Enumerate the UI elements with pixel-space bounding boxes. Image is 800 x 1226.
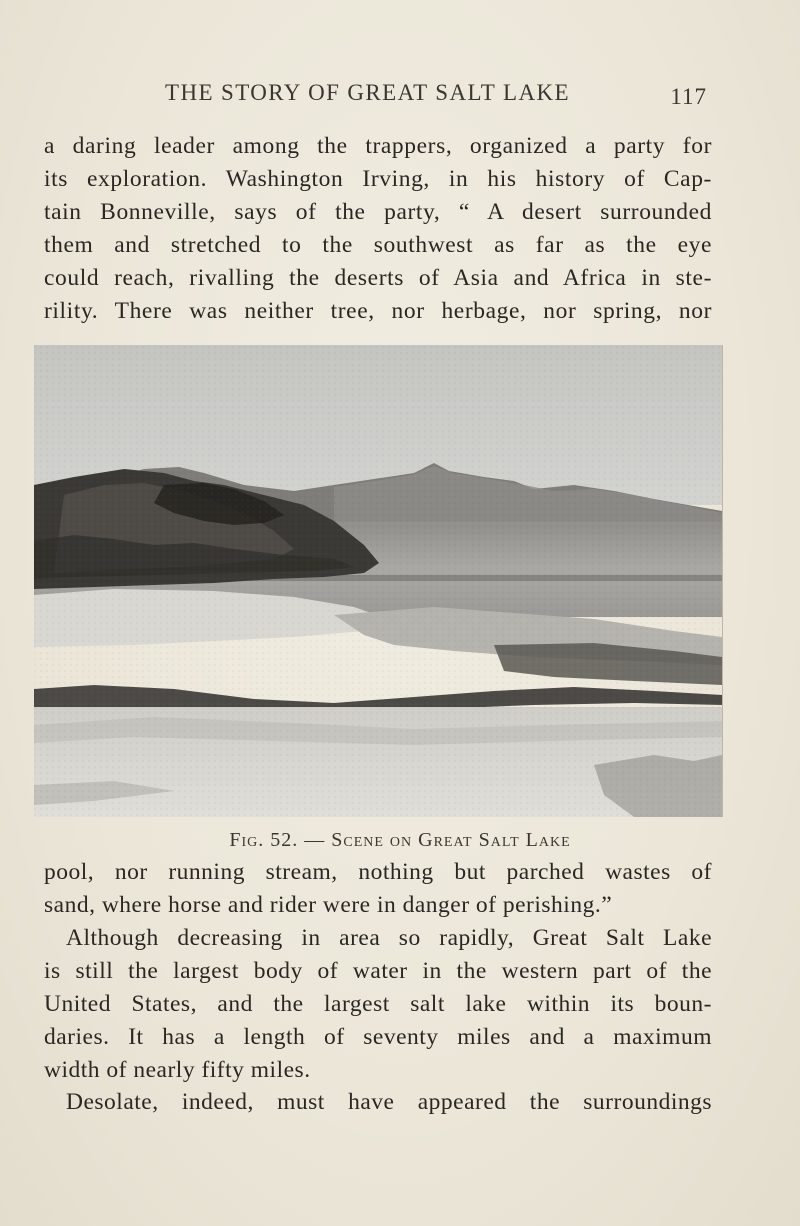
paragraph-continuation [44,130,712,328]
figure-caption [0,829,800,852]
paragraph-quote-end [44,856,712,922]
text-line: Desolate, indeed, must have appeared the surroundings [66,1089,712,1115]
text-line: them and stretched to the southwest as far as the eye [44,232,712,258]
text-line: sand, where horse and rider were in danger of perishing.” [44,892,613,918]
scene-illustration [34,345,722,817]
text-line: is still the largest body of water in the western part of the [44,958,712,984]
running-title: THE STORY OF GREAT SALT LAKE [165,80,570,105]
text-line: its exploration. Washington Irving, in his history of Cap- [44,166,712,192]
text-line: daries. It has a length of seventy miles and a maximum [44,1024,712,1050]
text-line: a daring leader among the trappers, organized a party for [44,133,712,159]
running-head [165,80,725,114]
paragraph-desolate [44,1086,712,1119]
text-line: United States, and the largest salt lake within its boun- [44,991,712,1017]
lake-photograph [34,345,723,817]
text-line: rility. There was neither tree, nor herbage, nor spring, nor [44,298,712,324]
text-line: could reach, rivalling the deserts of Asia and Africa in ste- [44,265,712,291]
caption-label: Fig. 52. — Scene on Great Salt Lake [229,829,571,851]
text-line: width of nearly fifty miles. [44,1057,311,1083]
text-line: tain Bonneville, says of the party, “ A desert surrounded [44,199,712,225]
paragraph-lake-size [44,922,712,1087]
page-number: 117 [670,84,707,109]
text-line: Although decreasing in area so rapidly, Great Salt Lake [66,925,712,951]
text-line: pool, nor running stream, nothing but parched wastes of [44,859,712,885]
